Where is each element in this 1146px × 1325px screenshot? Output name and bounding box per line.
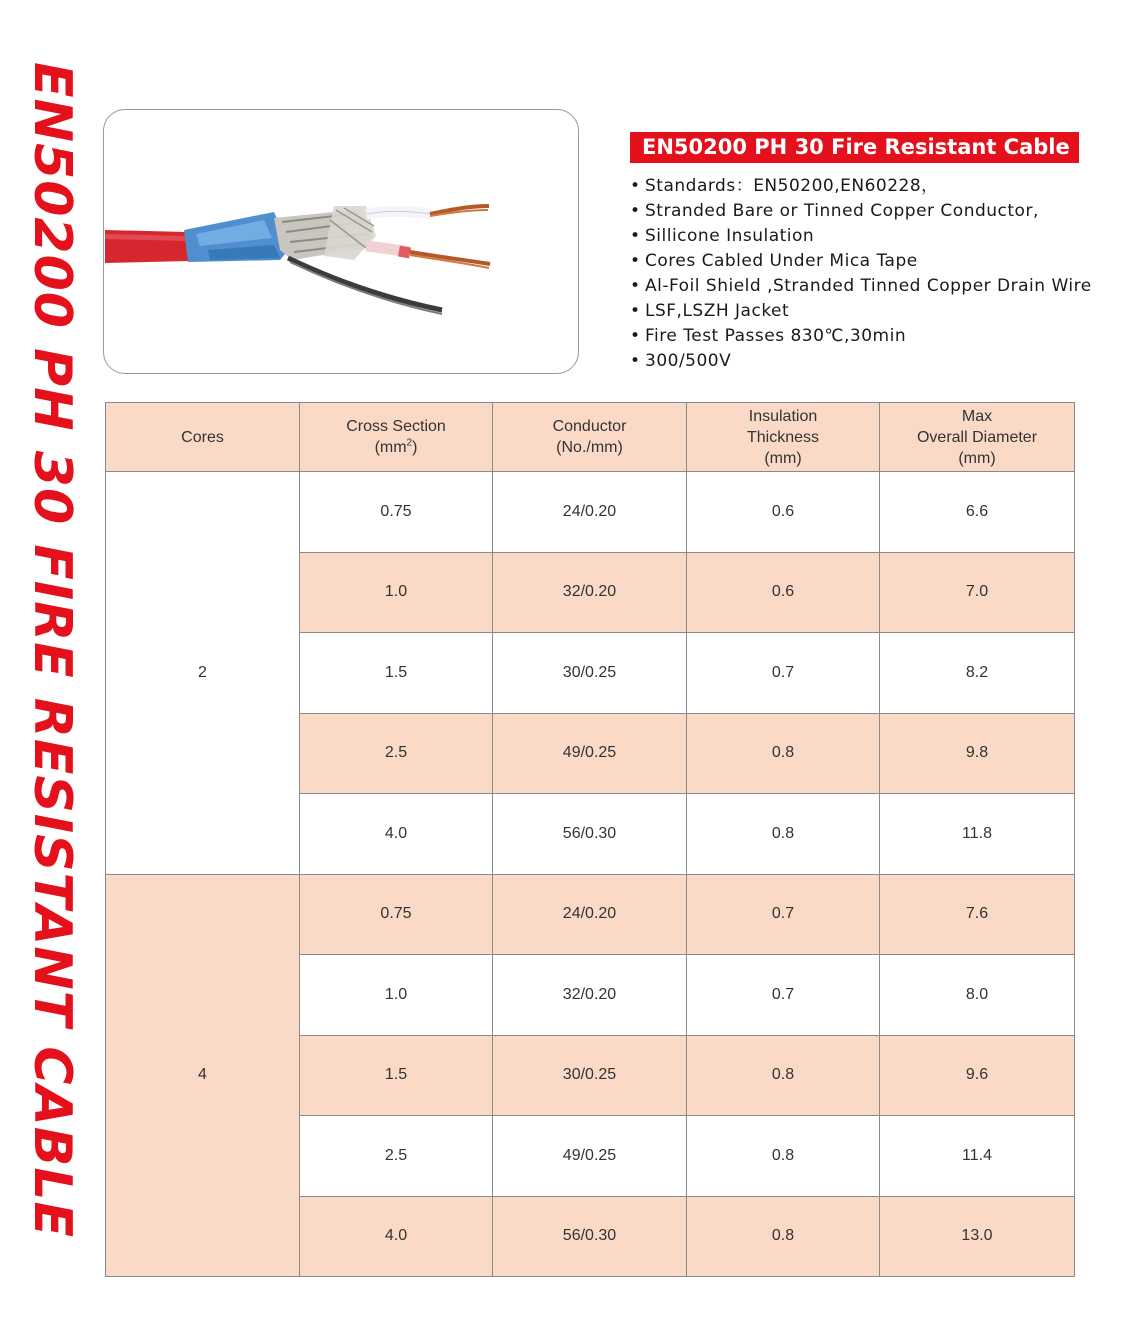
cross-section-cell: 2.5 <box>300 713 493 794</box>
feature-text: Standards：EN50200,EN60228， <box>645 176 939 196</box>
diameter-cell: 11.8 <box>880 794 1075 875</box>
feature-item <box>630 324 1092 349</box>
diameter-cell: 13.0 <box>880 1196 1075 1277</box>
cross-section-cell: 1.0 <box>300 552 493 633</box>
bullet-icon: • <box>630 201 641 221</box>
conductor-cell: 24/0.20 <box>493 472 687 553</box>
header-insulation-label-2: Thickness <box>746 428 820 446</box>
header-conductor-label: Conductor <box>552 418 627 435</box>
insulation-cell: 0.8 <box>687 713 880 794</box>
product-photo-frame <box>103 109 579 374</box>
feature-item <box>630 249 1092 274</box>
conductor-cell: 30/0.25 <box>493 1035 687 1116</box>
cross-section-cell: 1.5 <box>300 633 493 714</box>
cores-cell: 2 <box>106 472 300 875</box>
cross-section-cell: 0.75 <box>300 874 493 955</box>
bullet-icon: • <box>630 251 641 271</box>
feature-item <box>630 349 1092 374</box>
diameter-cell: 9.8 <box>880 713 1075 794</box>
header-cores <box>106 403 300 472</box>
table-header-row <box>106 403 1075 472</box>
feature-text: LSF,LSZH Jacket <box>645 301 790 321</box>
insulation-cell: 0.8 <box>687 1035 880 1116</box>
bullet-icon: • <box>630 301 641 321</box>
spec-table <box>105 402 1075 1277</box>
bullet-icon: • <box>630 176 641 196</box>
bullet-icon: • <box>630 326 641 346</box>
table-row <box>106 874 1075 955</box>
feature-item <box>630 174 1092 199</box>
insulation-cell: 0.6 <box>687 552 880 633</box>
diameter-cell: 7.6 <box>880 874 1075 955</box>
feature-text: Stranded Bare or Tinned Copper Conductor, <box>645 201 1039 221</box>
feature-text: Fire Test Passes 830℃,30min <box>645 326 907 346</box>
header-cross-section-label: Cross Section <box>346 418 446 435</box>
diameter-cell: 9.6 <box>880 1035 1075 1116</box>
feature-item <box>630 274 1092 299</box>
cross-section-cell: 4.0 <box>300 794 493 875</box>
insulation-cell: 0.8 <box>687 1116 880 1197</box>
bullet-icon: • <box>630 351 641 371</box>
diameter-cell: 11.4 <box>880 1116 1075 1197</box>
header-cross-section <box>300 403 493 472</box>
conductor-cell: 32/0.20 <box>493 955 687 1036</box>
cable-illustration <box>104 110 578 373</box>
insulation-cell: 0.7 <box>687 955 880 1036</box>
bullet-icon: • <box>630 226 641 246</box>
diameter-cell: 8.0 <box>880 955 1075 1036</box>
product-title: EN50200 PH 30 Fire Resistant Cable <box>630 132 1079 163</box>
cores-cell: 4 <box>106 874 300 1277</box>
diameter-cell: 7.0 <box>880 552 1075 633</box>
side-title: EN50200 PH 30 FIRE RESISTANT CABLE <box>22 62 82 1239</box>
header-conductor <box>493 403 687 472</box>
insulation-cell: 0.6 <box>687 472 880 553</box>
header-diameter-label-2: Overall Diameter <box>916 428 1038 446</box>
conductor-cell: 49/0.25 <box>493 1116 687 1197</box>
insulation-cell: 0.8 <box>687 794 880 875</box>
header-conductor-unit: (No./mm) <box>556 439 623 456</box>
header-diameter-unit: (mm) <box>958 449 996 467</box>
feature-item <box>630 299 1092 324</box>
conductor-cell: 49/0.25 <box>493 713 687 794</box>
cross-section-cell: 1.5 <box>300 1035 493 1116</box>
feature-text: Sillicone Insulation <box>645 226 815 246</box>
unit-post: ) <box>412 439 418 456</box>
header-insulation <box>687 403 880 472</box>
table-row <box>106 472 1075 553</box>
feature-text: 300/500V <box>645 351 732 371</box>
feature-item <box>630 224 1092 249</box>
insulation-cell: 0.7 <box>687 874 880 955</box>
header-diameter <box>880 403 1075 472</box>
insulation-cell: 0.8 <box>687 1196 880 1277</box>
header-diameter-label-1: Max <box>961 407 993 425</box>
feature-item <box>630 199 1092 224</box>
cross-section-cell: 2.5 <box>300 1116 493 1197</box>
conductor-cell: 56/0.30 <box>493 794 687 875</box>
conductor-cell: 24/0.20 <box>493 874 687 955</box>
feature-text: Al-Foil Shield ,Stranded Tinned Copper Drain Wire <box>645 276 1092 296</box>
header-insulation-unit: (mm) <box>764 449 802 467</box>
conductor-cell: 30/0.25 <box>493 633 687 714</box>
conductor-cell: 32/0.20 <box>493 552 687 633</box>
cross-section-cell: 1.0 <box>300 955 493 1036</box>
cross-section-cell: 0.75 <box>300 472 493 553</box>
header-cores-label: Cores <box>181 428 224 446</box>
diameter-cell: 6.6 <box>880 472 1075 553</box>
unit-pre: (mm <box>374 439 407 456</box>
diameter-cell: 8.2 <box>880 633 1075 714</box>
unit-sup: 2 <box>406 437 413 449</box>
header-insulation-label-1: Insulation <box>748 407 818 425</box>
insulation-cell: 0.7 <box>687 633 880 714</box>
header-cross-section-unit <box>300 437 492 458</box>
conductor-cell: 56/0.30 <box>493 1196 687 1277</box>
cross-section-cell: 4.0 <box>300 1196 493 1277</box>
feature-text: Cores Cabled Under Mica Tape <box>645 251 918 271</box>
feature-list <box>630 174 1092 374</box>
bullet-icon: • <box>630 276 641 296</box>
